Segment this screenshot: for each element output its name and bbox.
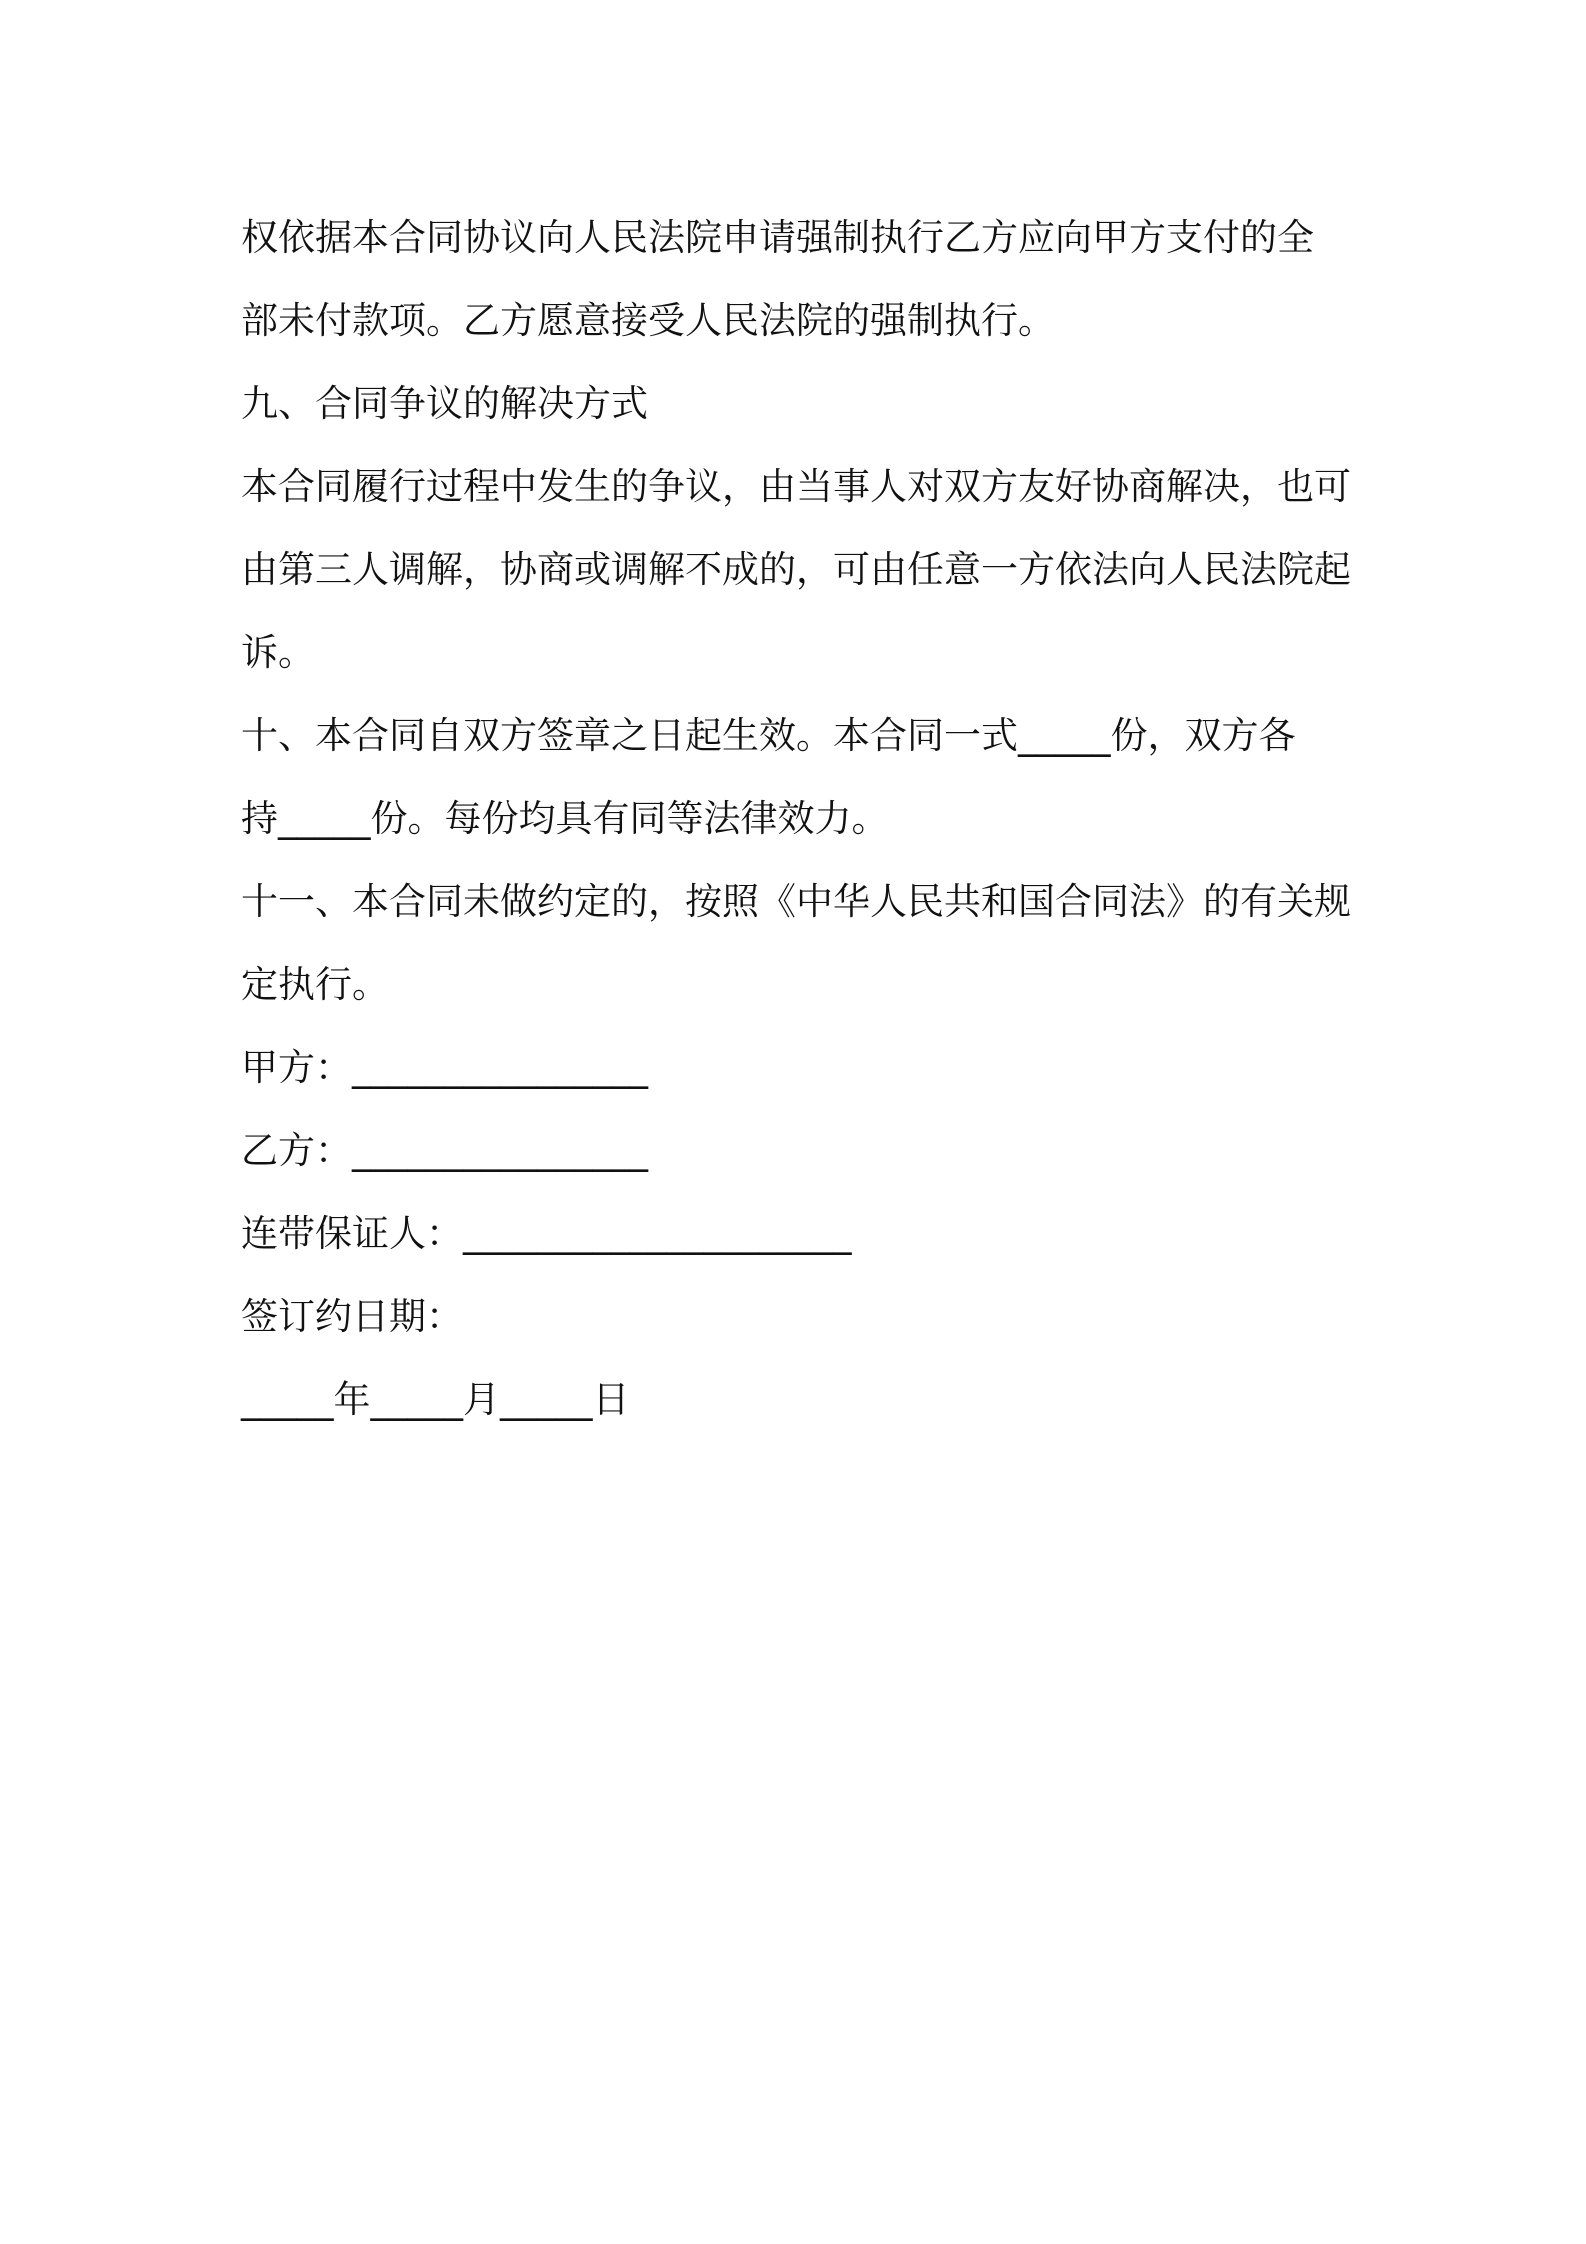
clause-10-line-1: 十、本合同自双方签章之日起生效。本合同一式_____份，双方各: [241, 714, 1296, 757]
text-line-2: 部未付款项。乙方愿意接受人民法院的强制执行。: [241, 299, 1055, 342]
clause-11-line-2: 定执行。: [241, 963, 389, 1006]
text-line-4: 本合同履行过程中发生的争议，由当事人对双方友好协商解决，也可: [241, 465, 1351, 508]
clause-10-line-2: 持_____份。每份均具有同等法律效力。: [241, 797, 889, 840]
text-line-6: 诉。: [241, 631, 315, 674]
signing-date-label: 签订约日期：: [241, 1295, 463, 1338]
clause-11-line-1: 十一、本合同未做约定的，按照《中华人民共和国合同法》的有关规: [241, 880, 1351, 923]
signing-date-blanks: _____年_____月_____日: [241, 1378, 630, 1421]
party-b-signature-line: 乙方：________________: [241, 1129, 648, 1172]
contract-text: [241, 196, 1361, 1441]
party-a-signature-line: 甲方：________________: [241, 1046, 648, 1089]
text-line-5: 由第三人调解，协商或调解不成的，可由任意一方依法向人民法院起: [241, 548, 1351, 591]
guarantor-signature-line: 连带保证人：_____________________: [241, 1212, 852, 1255]
section-heading-9: 九、合同争议的解决方式: [241, 382, 648, 425]
text-line-1: 权依据本合同协议向人民法院申请强制执行乙方应向甲方支付的全: [241, 216, 1314, 259]
